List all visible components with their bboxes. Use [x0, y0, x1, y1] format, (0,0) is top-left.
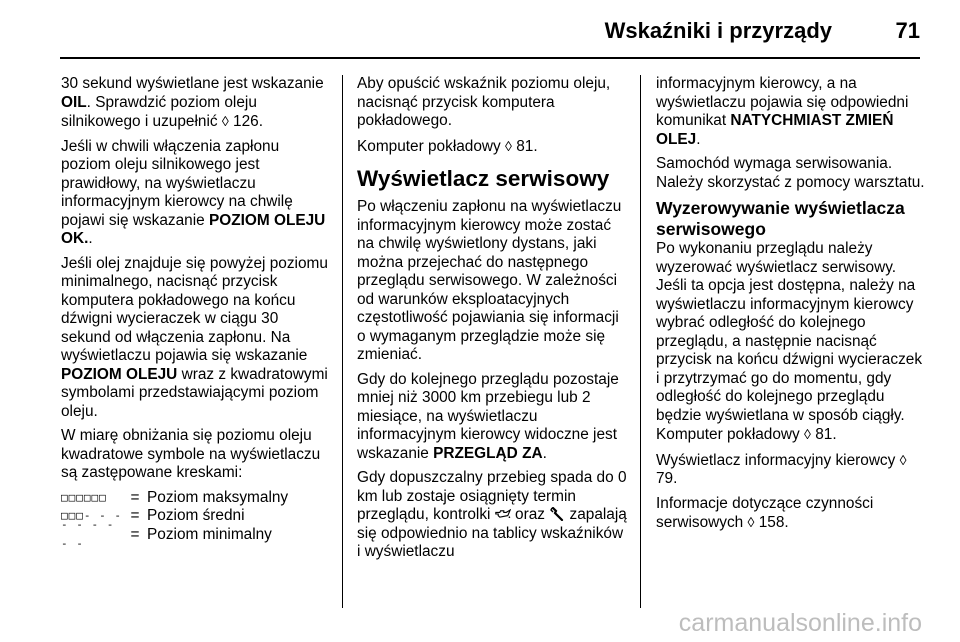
page-reference: 81.: [511, 137, 538, 155]
column-1: [61, 75, 331, 550]
wrench-icon: [549, 507, 565, 521]
level-symbol: - - - - - -: [61, 518, 115, 550]
paragraph-service-distance: Po włączeniu zapłonu na wyświetlaczu informacyjnym kierowcy może zostać na chwilę wyświetlony dystans, jaki można przejechać do następnego przeglądu serwisowego. W zależności od warunków eksploatacyjnych częstotliwość pojawiania się informacji o wymaganym przeglądzie może się zmieniać.: [357, 198, 622, 363]
paragraph-service-info-ref: Informacje dotyczące czynności serwisowych ◊ 158.: [656, 494, 874, 531]
page-reference: 158.: [754, 514, 789, 531]
oil-level-legend: [61, 488, 331, 550]
page-reference: 81.: [810, 426, 837, 443]
column-divider-2: [640, 75, 641, 608]
paragraph-symbols: W miarę obniżania się poziomu oleju kwadratowe symbole na wyświetlaczu są zastępowane kreskami:: [61, 427, 321, 481]
level-label: Poziom średni: [147, 507, 245, 524]
reference-arrow-icon: ◊: [804, 426, 811, 442]
column-divider-1: [342, 75, 343, 608]
paragraph-driver-display-ref: Wyświetlacz informacyjny kierowcy ◊ 79.: [656, 451, 907, 487]
paragraph-oil-ok: Jeśli w chwili włączenia zapłonu poziom oleju silnikowego jest prawidłowy, na wyświetlaczu informacyjnym kierowcy na chwilę pojawi się wskazanie POZIOM OLEJU OK..: [61, 137, 326, 247]
page-reference: 126.: [228, 113, 263, 130]
watermark: carmanualsonline.info: [678, 609, 922, 637]
reference-arrow-icon: ◊: [747, 514, 755, 530]
paragraph-reset: Po wykonaniu przeglądu należy wyzerować wyświetlacz serwisowy. Jeśli ta opcja jest dostępna, należy na wyświetlaczu informacyjnym kierowcy wybrać odległość do kolejnego przeglądu, a następnie nacisnąć przycisk na końcu dźwigni wycieraczek i przytrzymać go do momentu, gdy odległość do kolejnego przeglądu będzie wyświetlana w sposób ciągły. Komputer pokładowy ◊ 81.: [656, 240, 923, 443]
legend-row-max: □□□□□□ = Poziom maksymalny: [61, 488, 289, 506]
paragraph-warning-lights: Gdy dopuszczalny przebieg spada do 0 km lub zostaje osiągnięty termin przeglądu, kontrolki oraz zapalają się odpowiednio na tablicy wskaźników i wyświetlaczu: [357, 469, 627, 560]
reference-arrow-icon: ◊: [505, 137, 512, 154]
oil-level-text: POZIOM OLEJU: [61, 365, 178, 383]
reference-arrow-icon: ◊: [221, 113, 229, 129]
page-number: 71: [895, 18, 920, 43]
section-heading-reset: Wyzerowywanie wyświetlacza serwisowego: [656, 198, 905, 239]
oil-indicator-text: OIL: [61, 93, 87, 111]
level-symbol: □□□□□□: [61, 490, 107, 504]
oil-can-icon: [495, 507, 511, 521]
level-label: Poziom maksymalny: [147, 488, 289, 506]
paragraph-change-oil: informacyjnym kierowcy, a na wyświetlaczu pojawia się odpowiedni komunikat NATYCHMIAST ZMIEŃ OLEJ.: [656, 75, 909, 148]
column-3: [656, 75, 926, 539]
paragraph-oil: 30 sekund wyświetlane jest wskazanie OIL. Sprawdzić poziom oleju silnikowego i uzupełnić ◊ 126.: [61, 75, 324, 130]
column-2: [357, 75, 629, 568]
header-rule: [60, 57, 920, 59]
legend-row-min: - - - - - - = Poziom minimalny: [61, 526, 331, 545]
level-symbol: □□□- - -: [61, 509, 122, 522]
paragraph-exit: Aby opuścić wskaźnik poziomu oleju, nacisnąć przycisk komputera pokładowego.: [357, 75, 611, 129]
paragraph-workshop: Samochód wymaga serwisowania. Należy skorzystać z pomocy warsztatu.: [656, 155, 925, 191]
section-heading-service-display: Wyświetlacz serwisowy: [357, 166, 610, 191]
paragraph-service-due: Gdy do kolejnego przeglądu pozostaje mniej niż 3000 km przebiegu lub 2 miesiące, na wyświetlaczu informacyjnym kierowcy widoczne jest wskazanie PRZEGLĄD ZA.: [357, 370, 619, 462]
page-reference: 79.: [656, 470, 678, 487]
service-due-text: PRZEGLĄD ZA: [433, 444, 543, 462]
oil-ok-text: POZIOM OLEJU OK.: [61, 211, 326, 247]
level-label: Poziom minimalny: [147, 525, 272, 543]
page-header: [0, 0, 960, 58]
change-oil-text: NATYCHMIAST ZMIEŃ OLEJ: [656, 112, 894, 148]
paragraph-oil-level: Jeśli olej znajduje się powyżej poziomu minimalnego, nacisnąć przycisk komputera pokładowego na końcu dźwigni wycieraczek w ciągu 30 sekund od włączenia zapłonu. Na wyświetlaczu pojawia się wskazanie POZIOM OLEJU wraz z kwadratowymi symbolami przedstawiającymi poziom oleju.: [61, 254, 328, 420]
reference-arrow-icon: ◊: [899, 451, 907, 468]
paragraph-computer-ref: Komputer pokładowy ◊ 81.: [357, 137, 538, 155]
page-title: Wskaźniki i przyrządy: [604, 18, 832, 43]
legend-row-mid: □□□- - - = Poziom średni: [61, 507, 245, 524]
